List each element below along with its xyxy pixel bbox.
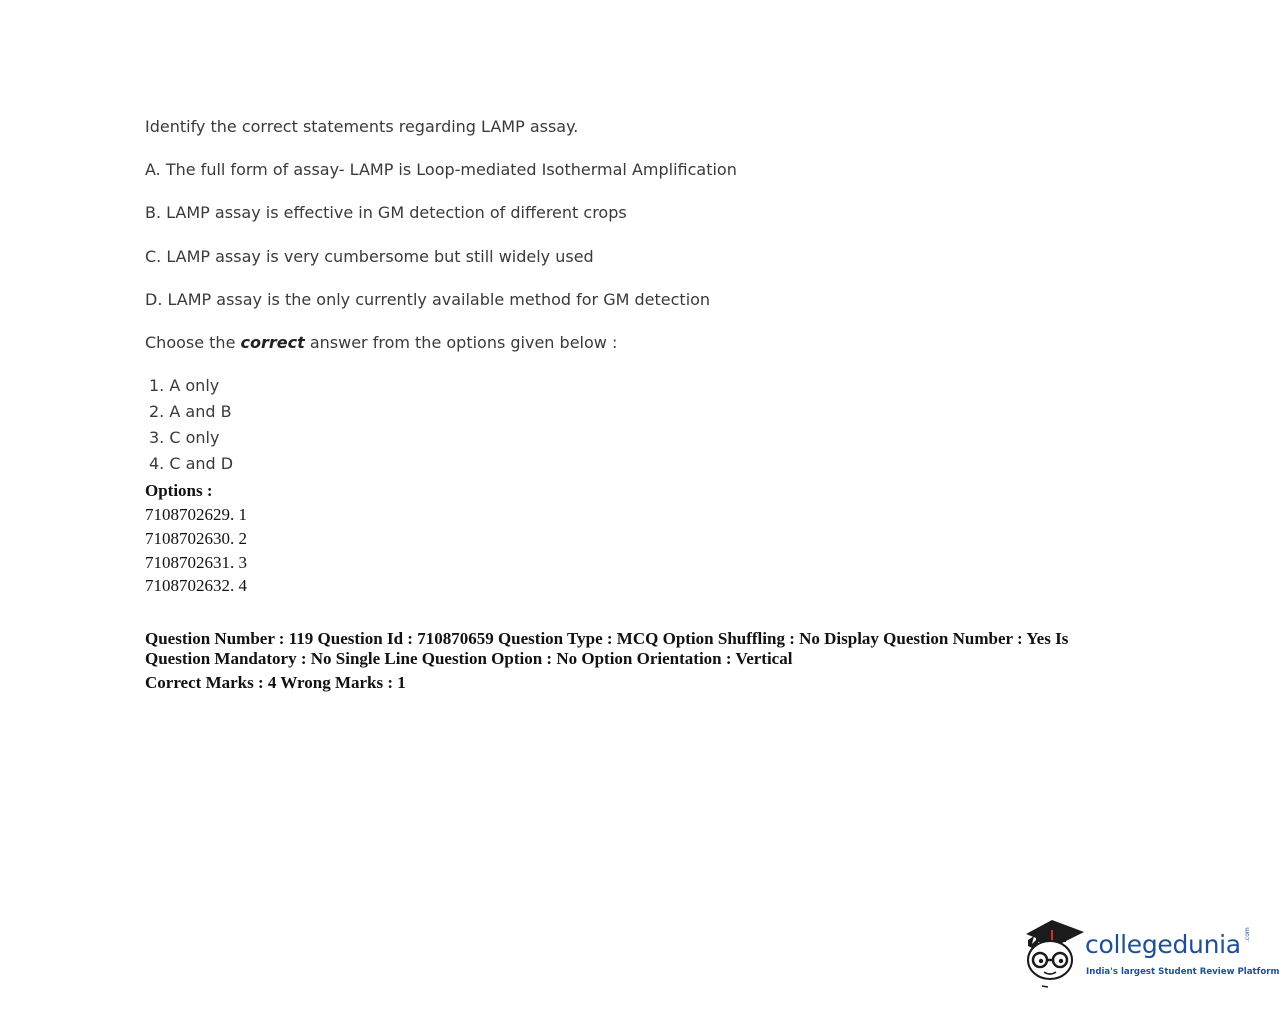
metadata-line-2: Question Mandatory : No Single Line Question Option : No Option Orientation : Vertical — [145, 649, 793, 668]
question-block — [145, 112, 1045, 371]
metadata-line-1: Question Number : 119 Question Id : 710870659 Question Type : MCQ Option Shuffling : No Display Question Number : Yes Is — [145, 629, 1069, 648]
answer-choice-2: 2. A and B — [149, 402, 232, 421]
student-mascot-icon — [1022, 916, 1086, 990]
collegedunia-logo — [1022, 916, 1280, 992]
instruction-emphasis: correct — [240, 332, 305, 352]
question-metadata — [145, 629, 1105, 694]
question-stem: Identify the correct statements regarding LAMP assay. — [145, 117, 579, 136]
option-id-4: 7108702632. 4 — [145, 576, 247, 596]
answer-choice-4: 4. C and D — [149, 454, 234, 473]
instruction-prefix: Choose the — [145, 332, 241, 352]
option-id-1: 7108702629. 1 — [145, 505, 247, 524]
option-id-3: 7108702631. 3 — [145, 552, 247, 572]
statement-a: A. The full form of assay- LAMP is Loop-mediated Isothermal Amplification — [145, 160, 737, 180]
option-id-2: 7108702630. 2 — [145, 528, 247, 548]
options-block — [145, 479, 247, 598]
logo-tagline: India's largest Student Review Platform — [1086, 967, 1280, 977]
instruction — [145, 328, 1045, 371]
statement-d: D. LAMP assay is the only currently available method for GM detection — [145, 289, 711, 309]
statement-c: C. LAMP assay is very cumbersome but still widely used — [145, 246, 594, 266]
logo-domain-suffix: .com — [1244, 927, 1251, 942]
answer-choice-3: 3. C only — [149, 428, 220, 447]
instruction-suffix: answer from the options given below : — [304, 332, 618, 352]
statement-b: B. LAMP assay is effective in GM detection of different crops — [145, 203, 627, 223]
logo-wordmark: collegedunia — [1085, 930, 1241, 959]
answer-choice-1: 1. A only — [149, 376, 220, 395]
marks-line: Correct Marks : 4 Wrong Marks : 1 — [145, 673, 406, 692]
answer-choices — [149, 373, 233, 477]
options-title: Options : — [145, 481, 213, 500]
